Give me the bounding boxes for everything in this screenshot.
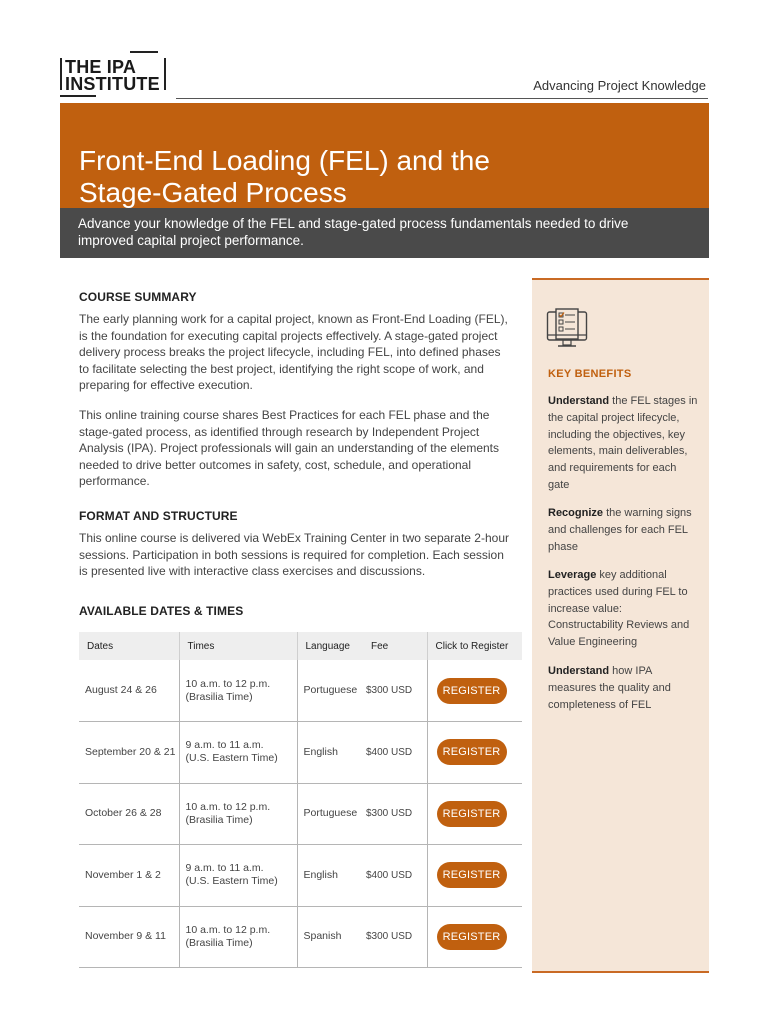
header-dates: Dates [79, 632, 179, 660]
time-range: 9 a.m. to 11 a.m. [185, 739, 264, 752]
subtitle-band [60, 208, 709, 258]
header-divider [176, 98, 708, 99]
row-fee: $300 USD [363, 783, 427, 845]
page-title [79, 145, 639, 209]
time-range: 10 a.m. to 12 p.m. [185, 800, 271, 813]
tagline: Advancing Project Knowledge [533, 78, 706, 93]
register-button[interactable]: REGISTER [437, 924, 507, 950]
row-time [179, 783, 297, 845]
page-title-line-2: Stage-Gated Process [79, 177, 347, 208]
table-row [79, 722, 522, 784]
row-date: August 24 & 26 [79, 660, 179, 722]
row-language: English [297, 722, 363, 784]
header-language: Language [297, 632, 363, 660]
format-heading: FORMAT AND STRUCTURE [79, 509, 238, 523]
benefit-text: the warning signs and challenges for each FEL phase [548, 507, 692, 553]
format-paragraph: This online course is delivered via WebEx Training Center in two separate 2-hour sessions. Participation in both sessions is required for completion. Each session is presented live with interactive class exercises and discussions. [79, 531, 509, 578]
time-range: 10 a.m. to 12 p.m. [185, 677, 271, 690]
benefit-text: key additional practices used during FEL to increase value: Constructability Reviews and Value Engineering [548, 569, 690, 649]
benefit-item [548, 393, 698, 494]
row-fee: $400 USD [363, 845, 427, 907]
row-language: Portuguese [297, 660, 363, 722]
title-banner [60, 103, 709, 208]
time-zone: (U.S. Eastern Time) [185, 752, 278, 765]
row-date: September 20 & 21 [79, 722, 179, 784]
row-register-cell [427, 906, 522, 968]
header-fee: Fee [363, 632, 427, 660]
course-summary-heading: COURSE SUMMARY [79, 290, 197, 304]
time-zone: (U.S. Eastern Time) [185, 875, 278, 888]
key-benefits-heading: KEY BENEFITS [548, 368, 632, 380]
benefit-item [548, 505, 698, 555]
table-header-row [79, 632, 522, 660]
benefit-text: how IPA measures the quality and completeness of FEL [548, 665, 671, 711]
register-button[interactable]: REGISTER [437, 739, 507, 765]
logo-line-2: INSTITUTE [65, 74, 160, 94]
table-row [79, 660, 522, 722]
benefit-text: the FEL stages in the capital project lifecycle, including the objectives, key elements, main deliverables, and requirements for each gate [548, 395, 698, 491]
row-time [179, 906, 297, 968]
checklist-monitor-icon [546, 308, 588, 352]
row-register-cell [427, 722, 522, 784]
logo-rule [60, 95, 96, 97]
register-button[interactable]: REGISTER [437, 862, 507, 888]
row-date: November 1 & 2 [79, 845, 179, 907]
benefit-item [548, 663, 698, 713]
dates-table [79, 632, 522, 968]
logo-line-1: THE IPA [65, 57, 137, 77]
page-title-line-1: Front-End Loading (FEL) and the [79, 145, 490, 176]
table-row [79, 906, 522, 968]
logo-rule [164, 58, 166, 90]
benefit-item [548, 567, 698, 651]
row-fee: $300 USD [363, 906, 427, 968]
benefit-lead: Recognize [548, 507, 604, 519]
time-range: 10 a.m. to 12 p.m. [185, 923, 271, 936]
register-button[interactable]: REGISTER [437, 801, 507, 827]
row-time [179, 660, 297, 722]
row-date: November 9 & 11 [79, 906, 179, 968]
time-zone: (Brasilia Time) [185, 690, 253, 703]
logo-rule [60, 58, 62, 90]
page-subtitle: Advance your knowledge of the FEL and stage-gated process fundamentals needed to drive improved capital project performance. [78, 216, 629, 248]
time-zone: (Brasilia Time) [185, 936, 253, 949]
benefit-lead: Understand [548, 665, 610, 677]
table-row [79, 845, 522, 907]
row-register-cell [427, 845, 522, 907]
time-range: 9 a.m. to 11 a.m. [185, 862, 264, 875]
benefit-lead: Understand [548, 395, 610, 407]
row-date: October 26 & 28 [79, 783, 179, 845]
row-fee: $400 USD [363, 722, 427, 784]
ipa-institute-logo [60, 50, 166, 98]
row-fee: $300 USD [363, 660, 427, 722]
dates-heading: AVAILABLE DATES & TIMES [79, 604, 244, 618]
logo-rule [130, 51, 158, 53]
course-summary-paragraph-2: This online training course shares Best Practices for each FEL phase and the stage-gated process, as identified through research by Independent Project Analysis (IPA). Project professionals will gain an understanding of the elements needed to drive better outcomes in safety, cost, schedule, and operational performance. [79, 408, 499, 488]
row-language: Portuguese [297, 783, 363, 845]
time-zone: (Brasilia Time) [185, 813, 253, 826]
key-benefits-sidebar [532, 278, 709, 973]
row-register-cell [427, 783, 522, 845]
benefit-lead: Leverage [548, 569, 597, 581]
register-button[interactable]: REGISTER [437, 678, 507, 704]
row-time [179, 722, 297, 784]
table-row [79, 783, 522, 845]
header-times: Times [179, 632, 297, 660]
row-language: English [297, 845, 363, 907]
header-register: Click to Register [427, 632, 522, 660]
course-summary-paragraph-1: The early planning work for a capital project, known as Front-End Loading (FEL), is the foundation for executing capital projects effectively. A stage-gated project delivery process breaks the project lifecycle, including FEL, into defined phases to facilitate selecting the best project, identifying the right scope of work, and preparing for effective execution. [79, 312, 508, 392]
row-time [179, 845, 297, 907]
row-register-cell [427, 660, 522, 722]
row-language: Spanish [297, 906, 363, 968]
